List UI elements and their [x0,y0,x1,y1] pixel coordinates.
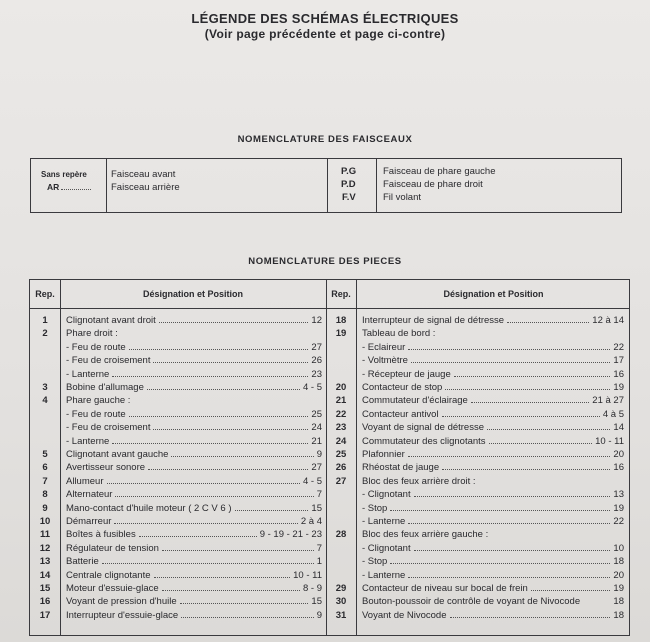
table-row [30,596,629,608]
designation-label: Clignotant avant droit [66,315,156,326]
leader-dots [531,590,611,591]
rep-number: 24 [335,435,347,447]
leader-dots [487,429,610,430]
table-row [30,355,629,367]
page-reference: 1 [316,556,322,568]
page-reference: 7 [316,489,322,501]
page-reference: 10 [613,542,624,554]
page-reference: 20 [613,449,624,460]
column-header-rep: Rep. [331,289,351,299]
rep-number: 9 [42,502,48,514]
designation-label: - Feu de route [66,341,126,353]
table-row [30,462,629,474]
faisceau-code: P.D [341,179,356,190]
designation [362,436,624,448]
designation-label: Interrupteur d'essuie-glace [66,609,179,621]
column-header-rep: Rep. [35,289,55,299]
designation-label: - Feu de croisement [66,422,151,434]
rep-number: 16 [39,596,51,608]
page-reference: 2 à 4 [300,516,322,527]
rep-number: 20 [335,382,347,393]
designation [362,315,624,327]
leader-dots [390,563,610,564]
designation-label: - Feu de croisement [66,355,151,367]
designation-label: - Lanterne [66,435,110,447]
page-reference: 13 [613,489,624,501]
table-row [30,489,629,501]
page-reference: 9 [316,609,322,621]
designation-label: - Stop [362,502,388,514]
designation-label: - Lanterne [66,368,110,380]
designation-label: - Récepteur de jauge [362,368,451,380]
designation-label: Avertisseur sonore [66,462,146,474]
designation-label: Phare droit : [66,328,118,340]
designation-label: - Stop [362,556,388,568]
leader-dots [414,550,611,551]
page-reference: 16 [613,368,624,380]
designation-label: Bouton-poussoir de contrôle de voyant de Nivocode [362,596,581,608]
leader-dots [454,376,611,377]
designation-label: Contacteur de stop [362,382,443,393]
leader-dots [489,443,593,444]
rep-number: 14 [39,569,51,581]
table-row [30,449,629,461]
designation-label: - Eclaireur [362,341,406,353]
leader-dots [442,416,600,417]
table-row [30,382,629,394]
designation-label: - Feu de route [66,408,126,420]
page-subtitle: (Voir page précédente et page ci-contre) [204,27,446,41]
page-reference: 21 à 27 [592,395,624,407]
designation-label: Rhéostat de jauge [362,462,440,474]
rep-number: 1 [42,315,48,326]
page-reference: 25 [311,408,322,420]
page-reference: 17 [613,355,624,367]
pieces-title: NOMENCLATURE DES PIECES [248,256,402,267]
page-reference: 19 [613,382,624,393]
rep-number: 3 [42,382,48,393]
designation [362,570,624,582]
page-title: LÉGENDE DES SCHÉMAS ÉLECTRIQUES [191,11,459,26]
page-reference: 4 à 5 [602,408,624,420]
table-row [30,529,629,541]
page-reference: 18 [613,556,624,568]
rep-number: 13 [39,556,51,568]
page-reference: 18 [613,596,624,608]
designation-label: Commutateur d'éclairage [362,395,468,407]
page-reference: 26 [311,355,322,367]
rep-number: 19 [335,328,347,340]
designation [362,489,624,501]
faisceau-label: Faisceau arrière [111,182,180,193]
designation-label: Allumeur [66,475,104,487]
designation-label: Phare gauche : [66,395,131,407]
page-reference: 9 - 19 - 21 - 23 [259,529,322,541]
leader-dots [414,496,611,497]
designation-label: Centrale clignotante [66,569,151,581]
designation-label: Bobine d'allumage [66,382,144,393]
leader-dots [450,617,611,618]
page-reference: 27 [311,462,322,474]
pieces-table [29,279,630,636]
column-divider [376,159,377,212]
faisceau-label: Faisceau avant [111,169,176,180]
designation-label: Commutateur des clignotants [362,435,486,447]
designation [362,543,624,555]
page-reference: 24 [311,422,322,434]
designation [362,462,624,474]
rep-number: 27 [335,475,347,487]
page-reference: 21 [311,435,322,447]
designation-label: Contacteur de niveau sur bocal de frein [362,583,528,594]
designation-label: Tableau de bord : [362,328,436,340]
designation [362,596,624,608]
rep-number: 7 [42,475,48,487]
designation [362,583,624,595]
leader-dots [471,402,589,403]
designation [362,395,624,407]
column-divider [106,159,107,212]
rep-number: 18 [335,315,347,326]
leader-dots [408,349,610,350]
designation-label: Alternateur [66,489,113,501]
page-reference: 8 - 9 [302,583,322,594]
designation-label: - Voltmètre [362,355,408,367]
designation [362,328,624,340]
page-reference: 7 [316,542,322,554]
page-reference: 15 [311,502,322,514]
table-row [30,436,629,448]
leader-dots [442,469,610,470]
designation [362,556,624,568]
faisceau-code: F.V [342,192,356,203]
rep-number: 28 [335,529,347,541]
rep-number: 23 [335,422,347,434]
rep-number: 30 [335,596,347,608]
designation [362,449,624,461]
rep-number: 22 [335,408,347,420]
rep-number: 8 [42,489,48,501]
table-row [30,395,629,407]
column-header-designation: Désignation et Position [142,289,243,299]
faisceau-code: P.G [341,166,357,177]
designation [362,342,624,354]
leader-dots [390,510,610,511]
designation [362,422,624,434]
rep-number: 26 [335,462,347,474]
leader-dots [408,456,611,457]
designation-label: Démarreur [66,516,112,527]
designation [362,355,624,367]
designation-label: - Lanterne [362,516,406,527]
table-row [30,369,629,381]
page-reference: 4 - 5 [302,382,322,393]
table-row [30,610,629,622]
rep-number: 10 [39,516,51,527]
designation [362,503,624,515]
designation [362,610,624,622]
designation-label: Voyant de Nivocode [362,609,447,621]
designation [362,516,624,528]
faisceau-code: AR [47,182,91,192]
column-divider [327,159,328,212]
designation-label: Boîtes à fusibles [66,529,136,541]
designation-label: - Clignotant [362,489,411,501]
designation-label: Voyant de pression d'huile [66,596,177,608]
page-reference: 12 à 14 [592,315,624,326]
page-reference: 9 [316,449,322,460]
designation-label: - Clignotant [362,542,411,554]
designation-label: Bloc des feux arrière droit : [362,475,476,487]
designation-label: Interrupteur de signal de détresse [362,315,505,326]
designation-label: Régulateur de tension [66,542,159,554]
leader-dots [411,362,610,363]
designation [362,409,624,421]
column-header-designation: Désignation et Position [443,289,544,299]
page-reference: 15 [311,596,322,608]
table-row [30,422,629,434]
designation [362,382,624,394]
designation-label: Clignotant avant gauche [66,449,169,460]
leader-dots [445,389,610,390]
rep-number: 6 [42,462,48,474]
designation [362,476,624,488]
designation-label: Voyant de signal de détresse [362,422,485,434]
rep-number: 12 [39,542,51,554]
designation-label: Moteur d'essuie-glace [66,583,159,594]
rep-number: 17 [39,609,51,621]
page-reference: 22 [613,341,624,353]
rep-number: 5 [42,449,48,460]
designation [362,529,624,541]
page-reference: 19 [613,583,624,594]
leader-dots [408,577,610,578]
page-reference: 14 [613,422,624,434]
faisceaux-table [30,158,622,213]
leader-dots [507,322,589,323]
table-row [30,503,629,515]
page-reference: 10 - 11 [293,569,322,581]
table-row [30,409,629,421]
page-reference: 27 [311,341,322,353]
faisceau-label: Faisceau de phare gauche [383,166,496,177]
page-reference: 16 [613,462,624,474]
rep-number: 11 [39,529,51,541]
page-reference: 23 [311,368,322,380]
page-reference: 22 [613,516,624,527]
page-reference: 20 [613,569,624,581]
page-reference: 10 - 11 [595,435,624,447]
table-row [30,476,629,488]
header-divider [30,308,629,309]
table-row [30,516,629,528]
page-reference: 12 [311,315,322,326]
table-row [30,342,629,354]
rep-number: 31 [335,609,347,621]
designation-label: - Lanterne [362,569,406,581]
page-reference: 19 [613,502,624,514]
faisceau-code: Sans repère [41,170,87,179]
designation-label: Batterie [66,556,99,568]
rep-number: 4 [42,395,48,407]
table-row [30,543,629,555]
page-reference: 4 - 5 [302,475,322,487]
designation-label: Contacteur antivol [362,408,439,420]
table-row [30,583,629,595]
table-row [30,556,629,568]
designation-label: Plafonnier [362,449,405,460]
table-row [30,315,629,327]
rep-number: 15 [39,583,51,594]
rep-number: 25 [335,449,347,460]
rep-number: 21 [335,395,347,407]
designation-label: Bloc des feux arrière gauche : [362,529,489,541]
page-reference: 18 [613,609,624,621]
rep-number: 29 [335,583,347,594]
faisceau-label: Fil volant [383,192,422,203]
faisceau-label: Faisceau de phare droit [383,179,483,190]
faisceaux-title: NOMENCLATURE DES FAISCEAUX [237,134,413,145]
table-row [30,570,629,582]
leader-dots [408,523,610,524]
designation-label: Mano-contact d'huile moteur ( 2 C V 6 ) [66,502,232,514]
rep-number: 2 [42,328,48,340]
table-row [30,328,629,340]
designation [362,369,624,381]
